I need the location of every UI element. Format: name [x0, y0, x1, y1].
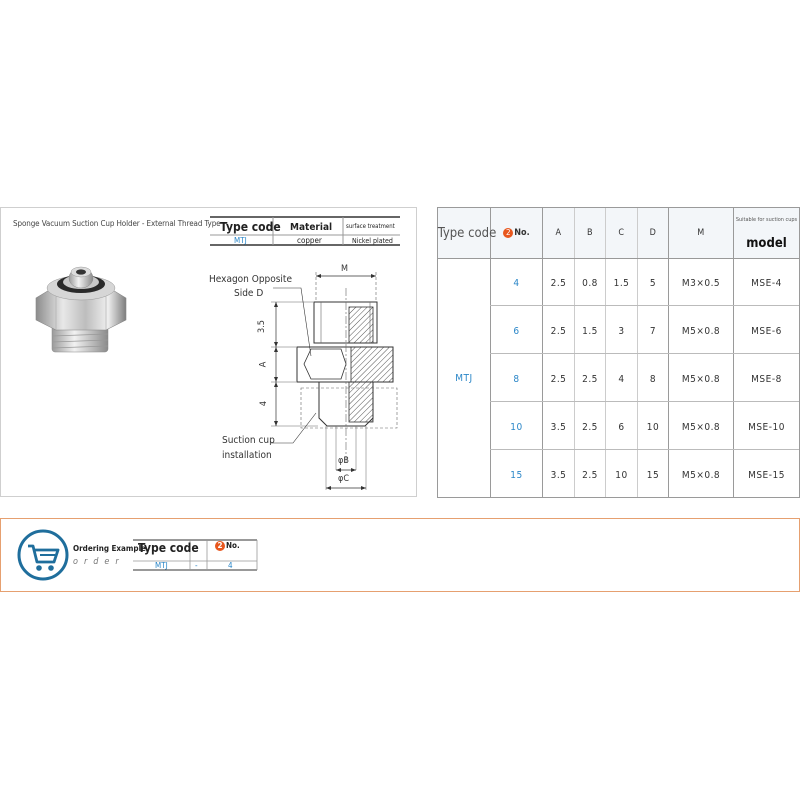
- dim-b-label: φB: [338, 456, 349, 466]
- number-badge-icon: 2: [215, 541, 225, 551]
- cell-no: 4: [513, 277, 520, 289]
- cell-model: MSE-10: [748, 421, 785, 433]
- cell-b: 2.5: [582, 469, 598, 481]
- order-header-no: [215, 541, 240, 551]
- hex-label-line1: Hexagon Opposite: [209, 274, 292, 285]
- dim-4-label: 4: [259, 400, 270, 407]
- cell-c: 10: [615, 469, 628, 481]
- cell-a: 2.5: [550, 325, 567, 337]
- dimension-table: [437, 207, 800, 498]
- cell-no: 8: [513, 373, 520, 385]
- cell-no: 10: [510, 421, 523, 433]
- dim-c-label: φC: [338, 474, 349, 484]
- cell-b: 1.5: [582, 325, 598, 337]
- cell-model: MSE-15: [748, 469, 785, 481]
- cell-b: 2.5: [582, 421, 598, 433]
- shopping-cart-icon: [17, 529, 69, 581]
- spec-table: [210, 216, 400, 246]
- cell-d: 15: [646, 469, 660, 481]
- cell-d: 7: [649, 325, 657, 337]
- cell-c: 6: [618, 421, 625, 433]
- cell-m: M5×0.8: [681, 325, 721, 337]
- spec-value-surface: Nickel plated: [352, 237, 393, 245]
- header-type-code: Type code: [437, 225, 497, 241]
- spec-value-material: copper: [297, 236, 322, 245]
- cell-d: 10: [646, 421, 660, 433]
- cell-model: MSE-4: [751, 277, 782, 289]
- spec-header-surface: surface treatment: [346, 223, 395, 230]
- order-value-type-code: MTJ: [155, 561, 168, 570]
- header-d: D: [649, 228, 657, 238]
- suction-label-line2: installation: [222, 450, 272, 461]
- cell-a: 2.5: [550, 373, 567, 385]
- spec-value-type-code: MTJ: [234, 236, 247, 245]
- header-m: M: [697, 228, 705, 238]
- order-value-dash: -: [195, 561, 198, 570]
- cell-model: MSE-6: [751, 325, 782, 337]
- ordering-example-subtitle: order: [73, 557, 125, 567]
- cell-m: M5×0.8: [681, 421, 721, 433]
- order-header-no-label: No.: [226, 541, 240, 550]
- cell-m: M3×0.5: [681, 277, 721, 289]
- header-b: B: [586, 228, 594, 238]
- cell-b: 2.5: [582, 373, 598, 385]
- order-value-no: 4: [228, 561, 233, 570]
- hex-label-line2: Side D: [234, 288, 264, 299]
- header-no-label: No.: [514, 228, 530, 238]
- cell-c: 3: [618, 325, 625, 337]
- product-title: Sponge Vacuum Suction Cup Holder - External Thread Type: [13, 219, 221, 228]
- cell-a: 3.5: [550, 421, 567, 433]
- cell-model: MSE-8: [751, 373, 782, 385]
- technical-drawing: [201, 258, 411, 493]
- ordering-example-title: Ordering Example: [73, 544, 146, 553]
- cell-a: 2.5: [550, 277, 567, 289]
- cell-a: 3.5: [550, 469, 567, 481]
- cell-c: 1.5: [613, 277, 630, 289]
- dim-3-5-label: 3.5: [256, 320, 267, 333]
- cell-no: 15: [510, 469, 523, 481]
- product-spec-panel: [0, 207, 417, 497]
- header-no: [491, 208, 542, 258]
- spec-header-material: Material: [290, 222, 333, 233]
- header-a: A: [555, 228, 562, 238]
- cell-d: 5: [649, 277, 657, 289]
- cell-d: 8: [649, 373, 657, 385]
- number-badge-icon: 2: [503, 228, 513, 238]
- suction-label-line1: Suction cup: [222, 435, 275, 446]
- ordering-example-panel: [0, 518, 800, 592]
- order-header-type-code: Type code: [138, 541, 199, 555]
- header-suitable: Suitable for suction cups: [735, 217, 798, 223]
- cell-c: 4: [618, 373, 625, 385]
- type-code-value: MTJ: [455, 372, 473, 384]
- dim-m-label: M: [341, 264, 348, 274]
- fitting-product-image: [26, 248, 136, 358]
- dim-a-label: A: [258, 361, 269, 368]
- cell-b: 0.8: [582, 277, 598, 289]
- spec-header-type-code: Type code: [220, 220, 281, 234]
- header-model: model: [746, 235, 787, 251]
- header-c: C: [618, 228, 625, 238]
- cell-m: M5×0.8: [681, 373, 721, 385]
- cell-no: 6: [513, 325, 520, 337]
- cell-m: M5×0.8: [681, 469, 721, 481]
